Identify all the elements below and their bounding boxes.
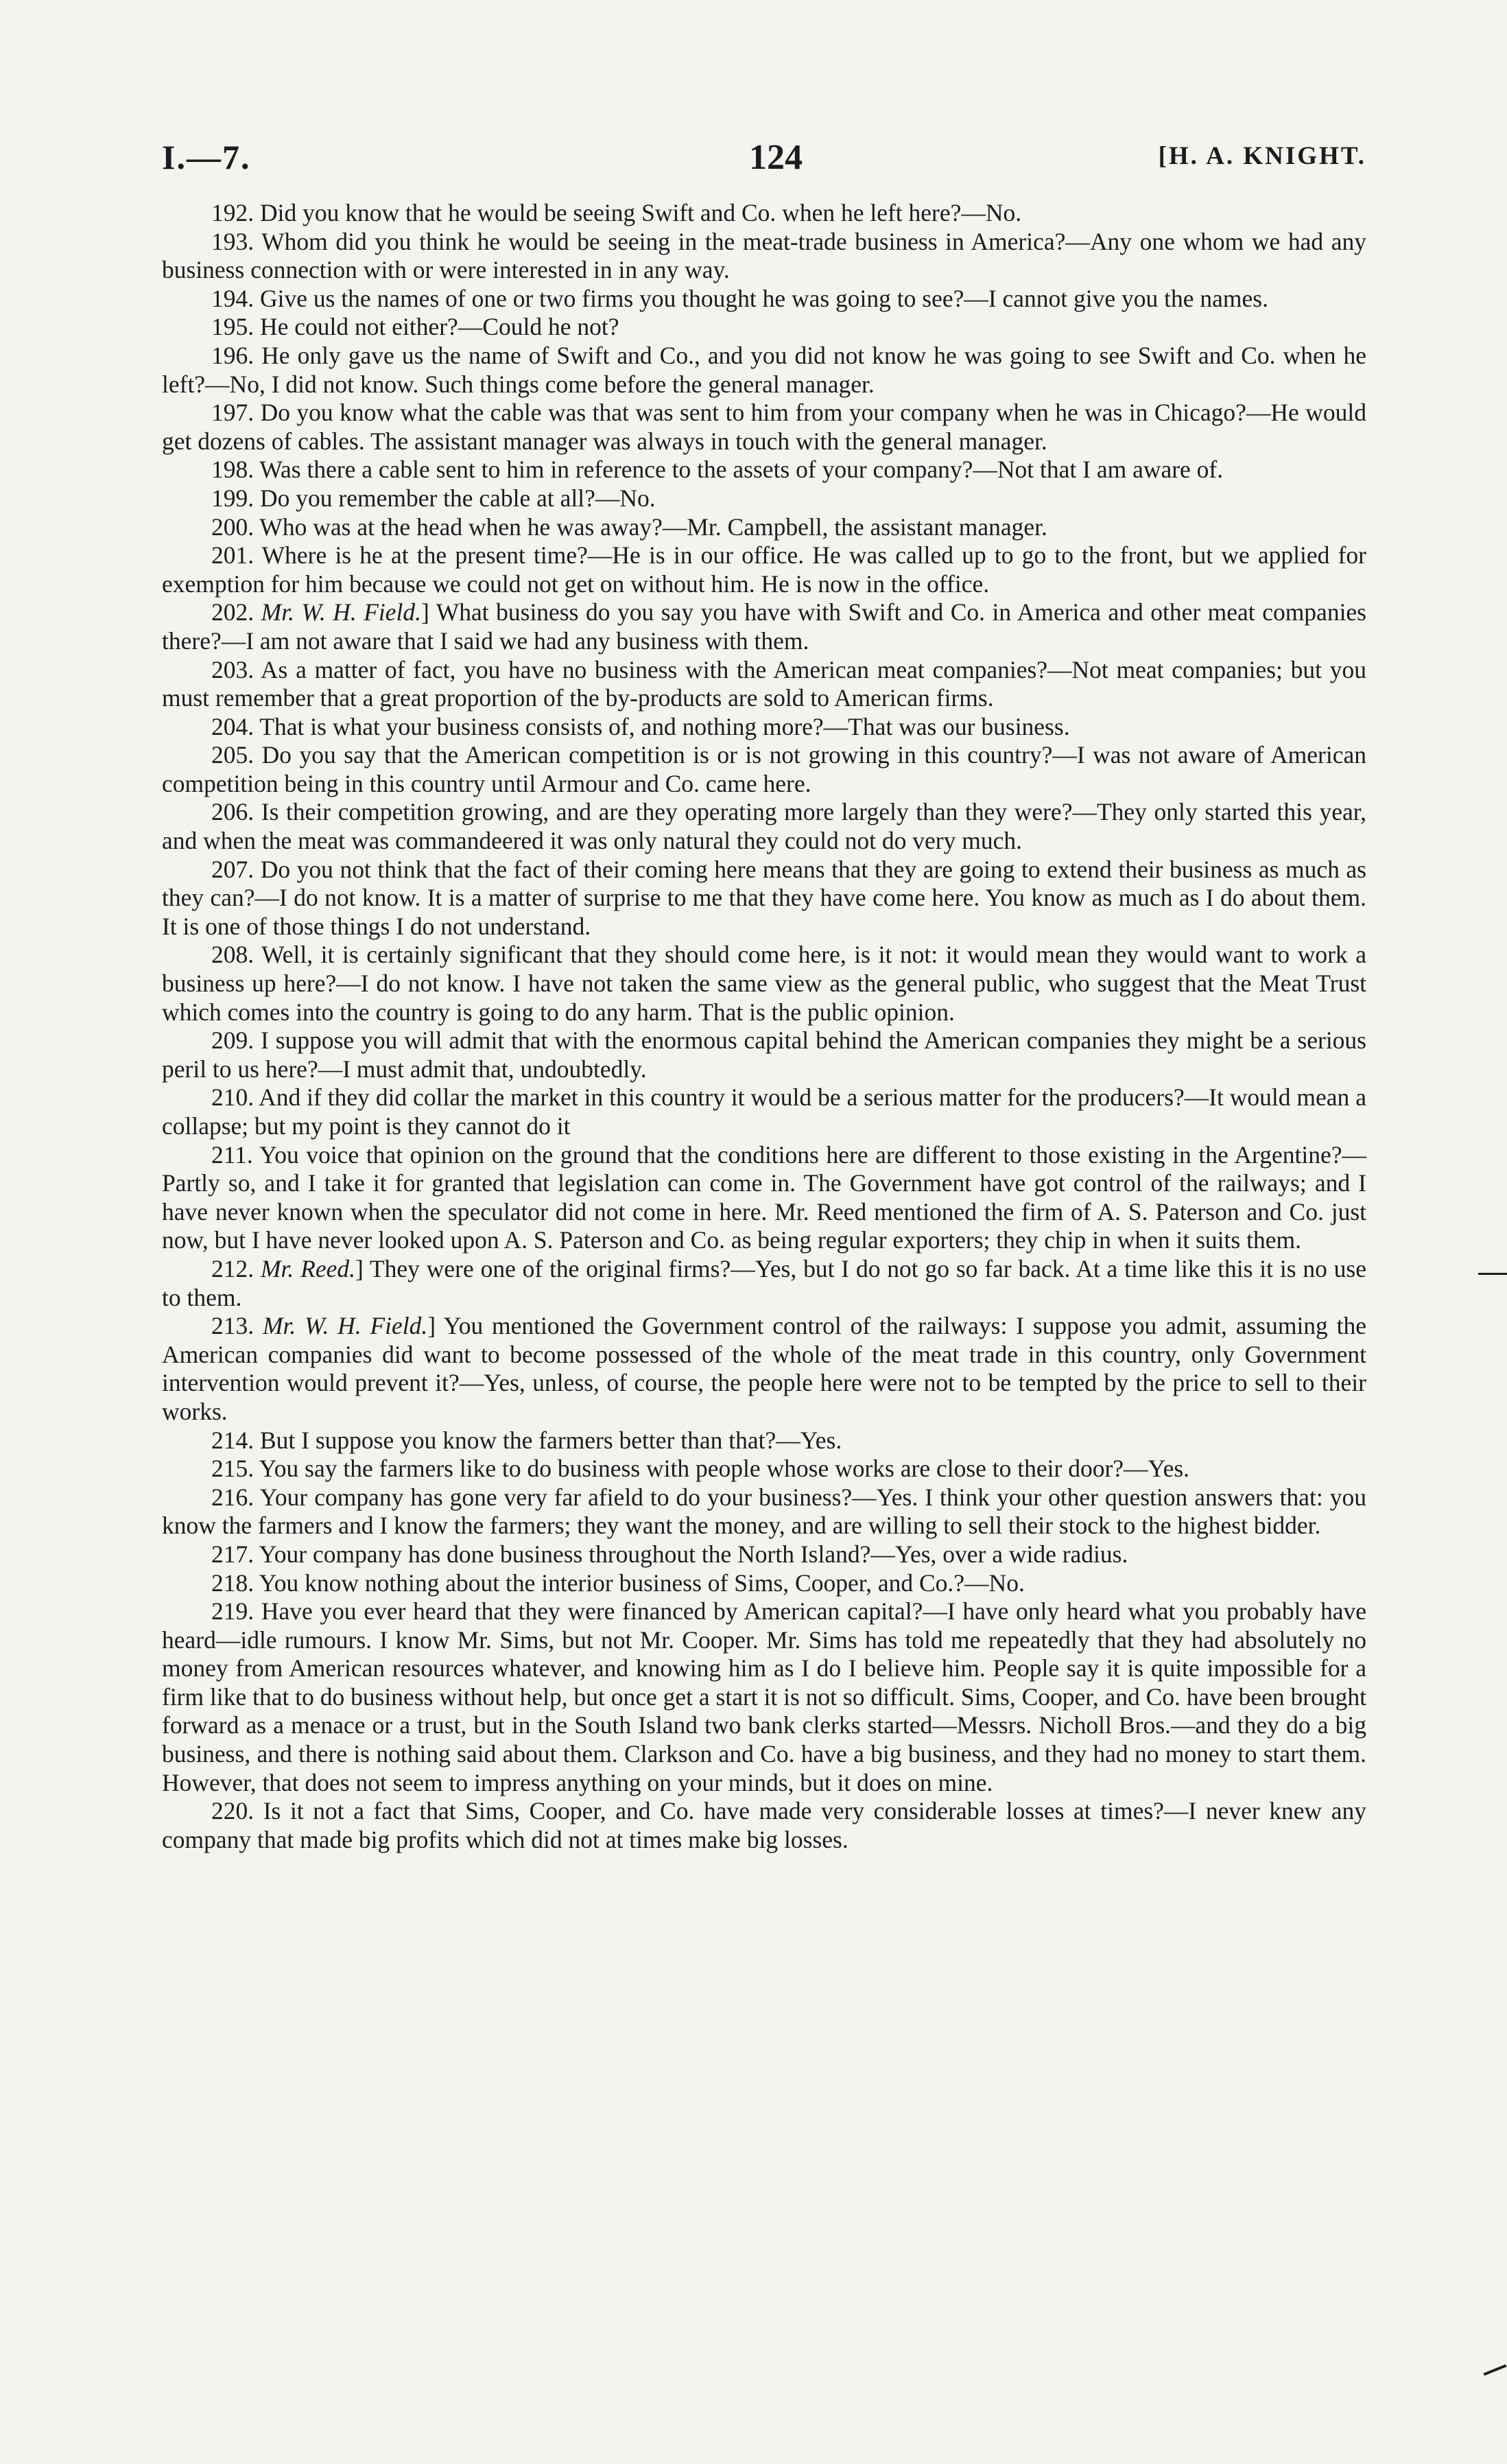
question-paragraph: 209. I suppose you will admit that with the enormous capital behind the American companies they might be a serious peril to us here?—I must admit that, undoubtedly.	[162, 1026, 1366, 1083]
question-paragraph: 216. Your company has gone very far afield to do your business?—Yes. I think your other question answers that: you know the farmers and I know the farmers; they want the money, and are willing to sell their stock to the highest bidder.	[162, 1483, 1366, 1540]
question-paragraph: 211. You voice that opinion on the ground that the conditions here are different to those existing in the Argentine?—Partly so, and I take it for granted that legislation can come in. The Government have got control of the railways; and I have never known when the speculator did not come in here. Mr. Reed mentioned the firm of A. S. Paterson and Co. just now, but I have never looked upon A. S. Paterson and Co. as being regular exporters; they chip in when it suits them.	[162, 1140, 1366, 1254]
margin-mark	[1484, 2365, 1507, 2376]
question-paragraph: 204. That is what your business consists of, and nothing more?—That was our business.	[211, 712, 1070, 740]
question-paragraph: 199. Do you remember the cable at all?—No.	[211, 484, 656, 512]
question-paragraph: 214. But I suppose you know the farmers better than that?—Yes.	[211, 1426, 842, 1454]
question-paragraph: 201. Where is he at the present time?—He is in our office. He was called up to go to the front, but we applied for exemption for him because we could not get on without him. He is now in the office.	[162, 541, 1366, 598]
speaker-name: Mr. W. H. Field.	[262, 1312, 428, 1340]
question-paragraph: 196. He only gave us the name of Swift and Co., and you did not know he was going to see Swift and Co. when he left?—No, I did not know. Such things come before the general manager.	[162, 341, 1366, 398]
question-paragraph: 213. Mr. W. H. Field.] You mentioned the Government control of the railways: I suppose you admit, assuming the American companies did want to become possessed of the whole of the meat trade in this country, only Government intervention would prevent it?—Yes, unless, of course, the people here were not to be tempted by the price to sell to their works.	[162, 1312, 1367, 1425]
document-page	[162, 137, 1366, 1854]
question-paragraph: 217. Your company has done business throughout the North Island?—Yes, over a wide radius.	[211, 1540, 1128, 1568]
question-paragraph: 205. Do you say that the American competition is or is not growing in this country?—I was not aware of American competition being in this country until Armour and Co. came here.	[162, 741, 1366, 797]
margin-mark	[1478, 1273, 1507, 1275]
question-paragraph: 208. Well, it is certainly significant that they should come here, is it not: it would mean they would want to work a business up here?—I do not know. I have not taken the same view as the general public, who suggest that the Meat Trust which comes into the country is going to do any harm. That is the public opinion.	[162, 941, 1366, 1026]
question-paragraph: 212. Mr. Reed.] They were one of the original firms?—Yes, but I do not go so far back. At a time like this it is no use to them.	[162, 1254, 1367, 1311]
question-paragraph: 210. And if they did collar the market in this country it would be a serious matter for the producers?—It would mean a collapse; but my point is they cannot do it	[162, 1083, 1366, 1140]
question-paragraph: 215. You say the farmers like to do business with people whose works are close to their door?—Yes.	[211, 1455, 1190, 1483]
question-paragraph: 202. Mr. W. H. Field.] What business do you say you have with Swift and Co. in America and other meat companies there?—I am not aware that I said we had any business with them.	[162, 598, 1366, 655]
question-paragraph: 192. Did you know that he would be seeing Swift and Co. when he left here?—No.	[211, 199, 1022, 226]
question-paragraph: 193. Whom did you think he would be seeing in the meat-trade business in America?—Any one whom we had any business connection with or were interested in in any way.	[162, 227, 1366, 284]
question-paragraph: 206. Is their competition growing, and are they operating more largely than they were?—They only started this year, and when the meat was commandeered it was only natural they could not do very much.	[162, 798, 1366, 855]
question-paragraph: 197. Do you know what the cable was that was sent to him from your company when he was in Chicago?—He would get dozens of cables. The assistant manager was always in touch with the general manager.	[162, 399, 1366, 455]
paper-reference: I.—7.	[162, 138, 251, 176]
speaker-name: Mr. W. H. Field.	[261, 598, 422, 626]
question-paragraph: 203. As a matter of fact, you have no business with the American meat companies?—Not meat companies; but you must remember that a great proportion of the by-products are sold to American firms.	[162, 655, 1366, 712]
question-paragraph: 220. Is it not a fact that Sims, Cooper, and Co. have made very considerable losses at times?—I never knew any company that made big profits which did not at times make big losses.	[162, 1797, 1366, 1853]
question-paragraph: 195. He could not either?—Could he not?	[211, 313, 619, 341]
page-number: 124	[749, 138, 803, 177]
page-header	[162, 137, 1366, 199]
question-paragraph: 198. Was there a cable sent to him in reference to the assets of your company?—Not that I am aware of.	[211, 456, 1224, 484]
speaker-name: Mr. Reed.	[260, 1254, 355, 1282]
question-paragraph: 219. Have you ever heard that they were financed by American capital?—I have only heard what you probably have heard—idle rumours. I know Mr. Sims, but not Mr. Cooper. Mr. Sims has told me repeatedly that they had absolutely no money from American resources whatever, and knowing him as I do I believe him. People say it is quite impossible for a firm like that to do business without help, but once get a start it is not so difficult. Sims, Cooper, and Co. have been brought forward as a menace or a trust, but in the South Island two bank clerks started—Messrs. Nicholl Bros.—and they do a big business, and there is nothing said about them. Clarkson and Co. have a big business, and they had no money to start them. However, that does not seem to impress anything on your minds, but it does on mine.	[162, 1597, 1366, 1796]
question-paragraph: 200. Who was at the head when he was away?—Mr. Campbell, the assistant manager.	[211, 513, 1047, 541]
question-paragraph: 194. Give us the names of one or two firms you thought he was going to see?—I cannot give you the names.	[211, 284, 1268, 312]
question-list	[162, 199, 1366, 1854]
question-paragraph: 207. Do you not think that the fact of their coming here means that they are going to extend their business as much as they can?—I do not know. It is a matter of surprise to me that they have come here. You know as much as I do about them. It is one of those things I do not understand.	[162, 855, 1366, 940]
witness-name: [H. A. KNIGHT.	[1158, 142, 1366, 170]
question-paragraph: 218. You know nothing about the interior business of Sims, Cooper, and Co.?—No.	[211, 1569, 1025, 1597]
